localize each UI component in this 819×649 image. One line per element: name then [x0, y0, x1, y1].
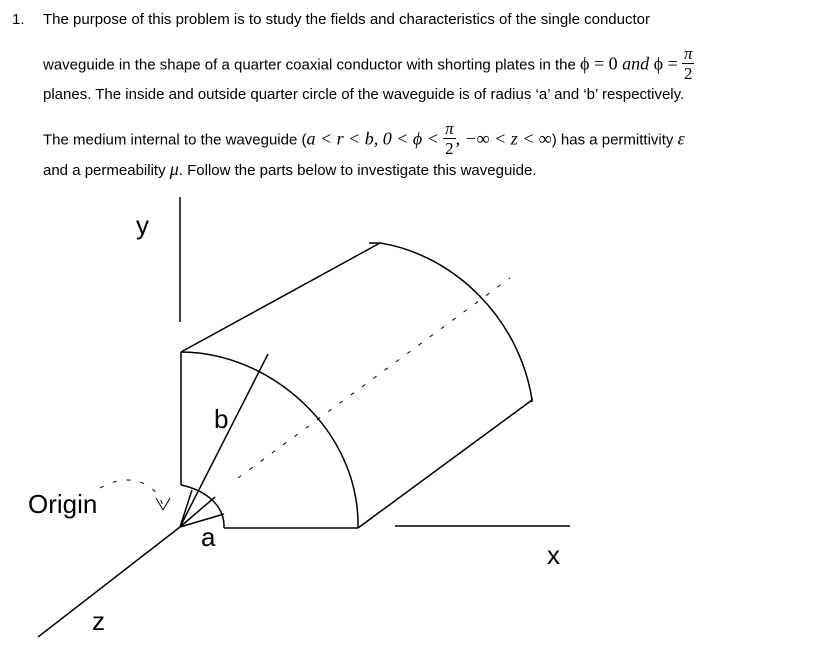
domain-math: a < r < b, 0 < ϕ <	[306, 128, 439, 149]
line4-after: ) has a permittivity	[551, 131, 678, 149]
line3-text: planes. The inside and outside quarter circle of the waveguide is of radius ‘a’ and ‘b’ respectively.	[43, 86, 685, 103]
fraction-numerator-2: π	[445, 119, 454, 138]
fraction-denominator-2: 2	[445, 139, 454, 158]
radius-b-line	[180, 354, 268, 527]
phi-zero-math: ϕ = 0	[580, 53, 618, 74]
problem-number: 1.	[12, 11, 25, 28]
top-edge	[181, 243, 380, 352]
fraction-numerator: π	[683, 44, 693, 63]
label-origin: Origin	[28, 489, 98, 519]
back-outer-arc	[380, 243, 532, 400]
label-y: y	[136, 210, 149, 240]
line5-after: . Follow the parts below to investigate this waveguide.	[178, 162, 537, 179]
label-b: b	[214, 404, 229, 434]
fraction-denominator: 2	[683, 64, 693, 83]
phi-equals-math: ϕ =	[653, 53, 678, 74]
line1-text: The purpose of this problem is to study the fields and characteristics of the single conductor	[43, 11, 650, 28]
z-range-math: , −∞ < z < ∞	[455, 128, 552, 149]
line5-text: and a permeability	[43, 162, 170, 179]
hidden-axis-line	[238, 278, 510, 478]
and-word: and	[617, 53, 654, 74]
label-a: a	[201, 522, 216, 552]
origin-pointer-curve	[100, 480, 163, 508]
label-x: x	[547, 540, 560, 570]
label-z: z	[92, 606, 105, 636]
front-outer-arc	[181, 352, 358, 528]
epsilon-symbol: ε	[677, 128, 685, 149]
line4-text: The medium internal to the waveguide (	[43, 131, 307, 149]
bottom-edge	[358, 400, 532, 528]
line2-text: waveguide in the shape of a quarter coaxial conductor with shorting plates in the	[43, 56, 580, 74]
origin-arrow-2	[163, 498, 170, 510]
mu-symbol: μ	[169, 159, 179, 179]
z-axis	[38, 527, 180, 637]
